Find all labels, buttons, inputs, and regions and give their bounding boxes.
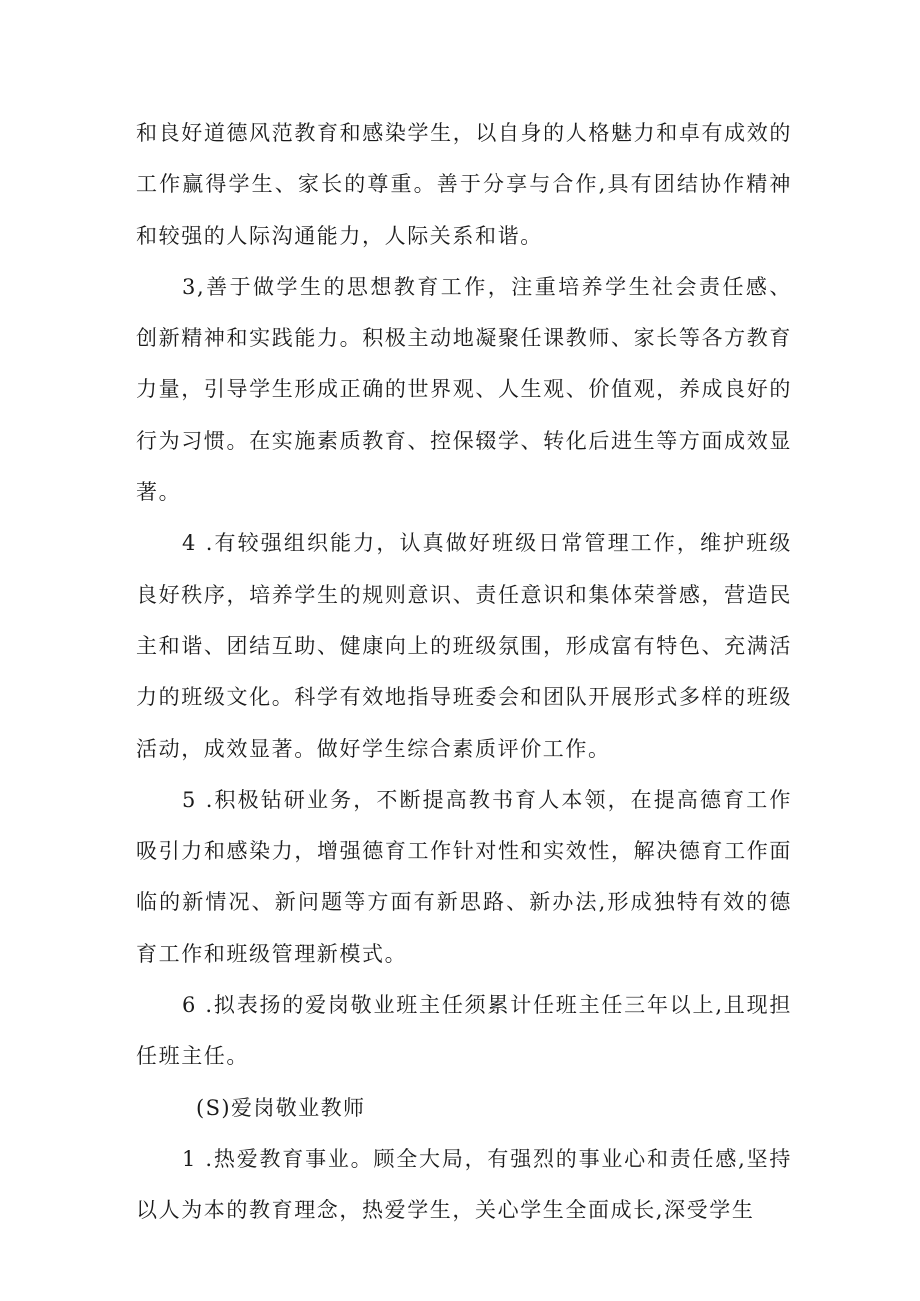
paragraph-item-6: 6 .拟表扬的爱岗敬业班主任须累计任班主任三年以上,且现担任班主任。 [136, 993, 792, 1069]
paragraph-teacher-item-1: 1 .热爱教育事业。顾全大局，有强烈的事业心和责任感,坚持以人为本的教育理念，热爱学生，关心学生全面成长,深受学生 [136, 1146, 792, 1223]
document-body [136, 108, 792, 1237]
paragraph-item-4: 4 .有较强组织能力，认真做好班级日常管理工作，维护班级良好秩序，培养学生的规则意识、责任意识和集体荣誉感，营造民主和谐、团结互助、健康向上的班级氛围，形成富有特色、充满活力的班级文化。科学有效地指导班委会和团队开展形式多样的班级活动，成效显著。做好学生综合素质评价工作。 [136, 531, 792, 761]
section-heading: (S)爱岗敬业教师 [196, 1095, 366, 1120]
paragraph-item-5: 5 .积极钻研业务，不断提高教书育人本领，在提高德育工作吸引力和感染力，增强德育工作针对性和实效性，解决德育工作面临的新情况、新问题等方面有新思路、新办法,形成独特有效的德育工作和班级管理新模式。 [136, 787, 792, 966]
paragraph-item-3: 3,善于做学生的思想教育工作，注重培养学生社会责任感、创新精神和实践能力。积极主动地凝聚任课教师、家长等各方教育力量，引导学生形成正确的世界观、人生观、价值观，养成良好的行为习惯。在实施素质教育、控保辍学、转化后进生等方面成效显著。 [136, 274, 792, 505]
paragraph-continuation: 和良好道德风范教育和感染学生，以自身的人格魅力和卓有成效的工作赢得学生、家长的尊重。善于分享与合作,具有团结协作精神和较强的人际沟通能力，人际关系和谐。 [136, 121, 792, 248]
